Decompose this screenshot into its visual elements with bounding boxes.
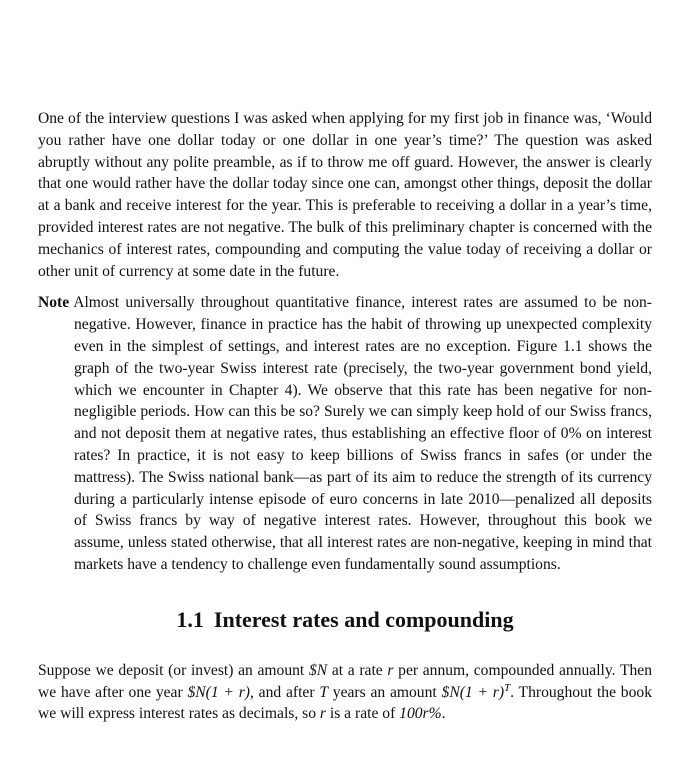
text-run: , and after — [249, 683, 320, 701]
math-exponent: T — [504, 681, 511, 694]
compounding-paragraph — [38, 660, 652, 725]
text-run: per annum, compounded annually. Then we have after one year — [38, 661, 652, 701]
text-run: is a rate of — [325, 705, 400, 723]
text-run: years an amount — [328, 683, 442, 701]
section-title: Interest rates and compounding — [213, 606, 514, 632]
text-run: Suppose we deposit (or invest) an amount — [38, 661, 309, 679]
note-label: Note — [38, 294, 70, 312]
note-text: Almost universally throughout quantitative finance, interest rates are assumed to be non-negative. However, finance in practice has the habit of throwing up unexpected complexity even in the simplest of settings, and interest rates are no exception. Figure 1.1 shows the graph of the two-year Swiss interest rate (precisely, the two-year government bond yield, which we encounter in Chapter 4). We observe that this rate has been negative for non-negligible periods. How can this be so? Surely we can simply keep hold of our Swiss francs, and not deposit them at negative rates, thus establishing an effective floor of 0% on interest rates? In practice, it is not easy to keep billions of Swiss francs in safes (or under the mattress). The Swiss national bank—as part of its aim to reduce the strength of its currency during a particularly intense episode of euro concerns in late 2010—penalized all deposits of Swiss francs by way of negative interest rates. However, throughout this book we assume, unless stated otherwise, that all interest rates are non-negative, keeping in mind that markets have a tendency to challenge even fundamentally sound assumptions. — [73, 294, 652, 573]
math-rate: r — [387, 661, 394, 679]
section-number: 1.1 — [176, 606, 204, 632]
math-percent: 100r% — [399, 705, 442, 723]
page-body — [38, 108, 652, 725]
note-block — [38, 292, 652, 575]
math-rate: r — [319, 705, 326, 723]
text-run: . — [441, 705, 446, 723]
math-t-years: $N(1 + r) — [441, 683, 505, 701]
text-run: . Throughout the book we will express interest rates as decimals, so — [38, 683, 652, 723]
intro-paragraph: One of the interview questions I was asked when applying for my first job in finance was, ‘Would you rather have one dollar today or one dollar in one year’s time?’ The question was asked abruptly without any polite preamble, as if to throw me off guard. However, the answer is clearly that one would rather have the dollar today since one can, amongst other things, deposit the dollar at a bank and receive interest for the year. This is preferable to receiving a dollar in a year’s time, provided interest rates are not negative. The bulk of this preliminary chapter is concerned with the mechanics of interest rates, compounding and computing the value today of receiving a dollar or other unit of currency at some date in the future. — [38, 110, 652, 280]
math-one-year: $N(1 + r) — [187, 683, 250, 701]
math-amount: $N — [308, 661, 328, 679]
text-run: at a rate — [327, 661, 388, 679]
section-heading — [38, 606, 652, 634]
math-years: T — [319, 683, 328, 701]
